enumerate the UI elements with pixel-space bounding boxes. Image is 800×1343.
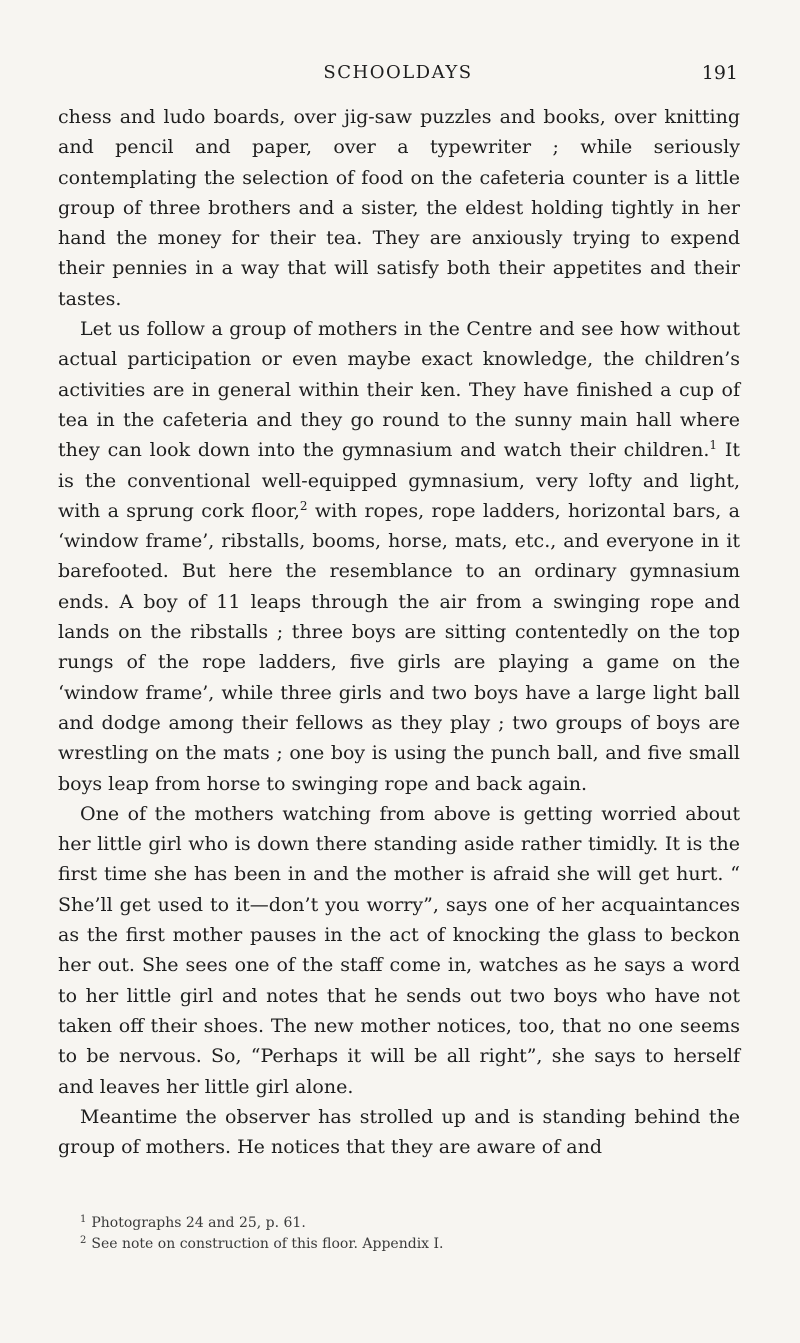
paragraph-1: chess and ludo boards, over jig-saw puzzles and books, over knitting and pencil and paper, over a typewriter ; while seriously contemplating the selection of food on the cafeteria counter is a little group of three brothers and a sister, the eldest holding tightly in her hand the money for their tea. They are anxiously trying to expend their pennies in a way that will satisfy both their appetites and their tastes.	[58, 106, 740, 310]
footnote-1	[80, 1213, 740, 1234]
paragraph-3: One of the mothers watching from above is getting worried about her little girl who is down there standing aside rather timidly. It is the first time she has been in and the mother is afraid she will get hurt. “ She’ll get used to it—don’t you worry”, says one of her acquaintances as the first mother pauses in the act of knocking the glass to beckon her out. She sees one of the staff come in, watches as he says a word to her little girl and notes that he sends out two boys who have not taken off their shoes. The new mother notices, too, that no one seems to be nervous. So, “Perhaps it will be all right”, she says to herself and leaves her little girl alone.	[58, 802, 740, 1098]
footnote-mark: 2	[80, 1235, 87, 1246]
running-head: SCHOOLDAYS	[323, 62, 473, 83]
footnote-ref-1: 1	[709, 438, 718, 453]
footnotes	[80, 1213, 740, 1255]
paragraph-4: Meantime the observer has strolled up and is standing behind the group of mothers. He notices that they are aware of and	[58, 1105, 740, 1159]
footnote-mark: 1	[80, 1214, 87, 1225]
paragraph-2-text-c: with ropes, rope ladders, horizontal bars, a ‘window frame’, ribstalls, booms, horse, mats, etc., and everyone in it barefooted. But here the resemblance to an ordinary gymnasium ends. A boy of 11 leaps through the air from a swinging rope and lands on the ribstalls ; three boys are sitting contentedly on the top rungs of the rope ladders, five girls are playing a game on the ‘window frame’, while three girls and two boys have a large light ball and dodge among their fellows as they play ; two groups of boys are wrestling on the mats ; one boy is using the punch ball, and five small boys leap from horse to swinging rope and back again.	[58, 499, 740, 795]
paragraph-2	[58, 314, 740, 799]
page-header	[58, 62, 738, 92]
body-text	[58, 102, 740, 1162]
footnote-ref-2: 2	[299, 498, 308, 513]
page-number: 191	[701, 62, 738, 84]
paragraph-2-text-b: It is the conventional well-equipped gymnasium, very lofty and light, with a sprung cork floor,	[58, 439, 740, 522]
footnote-text: Photographs 24 and 25, p. 61.	[91, 1215, 306, 1231]
paragraph-2-text-a: Let us follow a group of mothers in the Centre and see how without actual participation or even maybe exact knowledge, the children’s activities are in general within their ken. They have finished a cup of tea in the cafeteria and they go round to the sunny main hall where they can look down into the gymnasium and watch their children.	[58, 318, 740, 462]
footnote-text: See note on construction of this floor. Appendix I.	[91, 1236, 444, 1252]
footnote-2	[80, 1234, 740, 1255]
